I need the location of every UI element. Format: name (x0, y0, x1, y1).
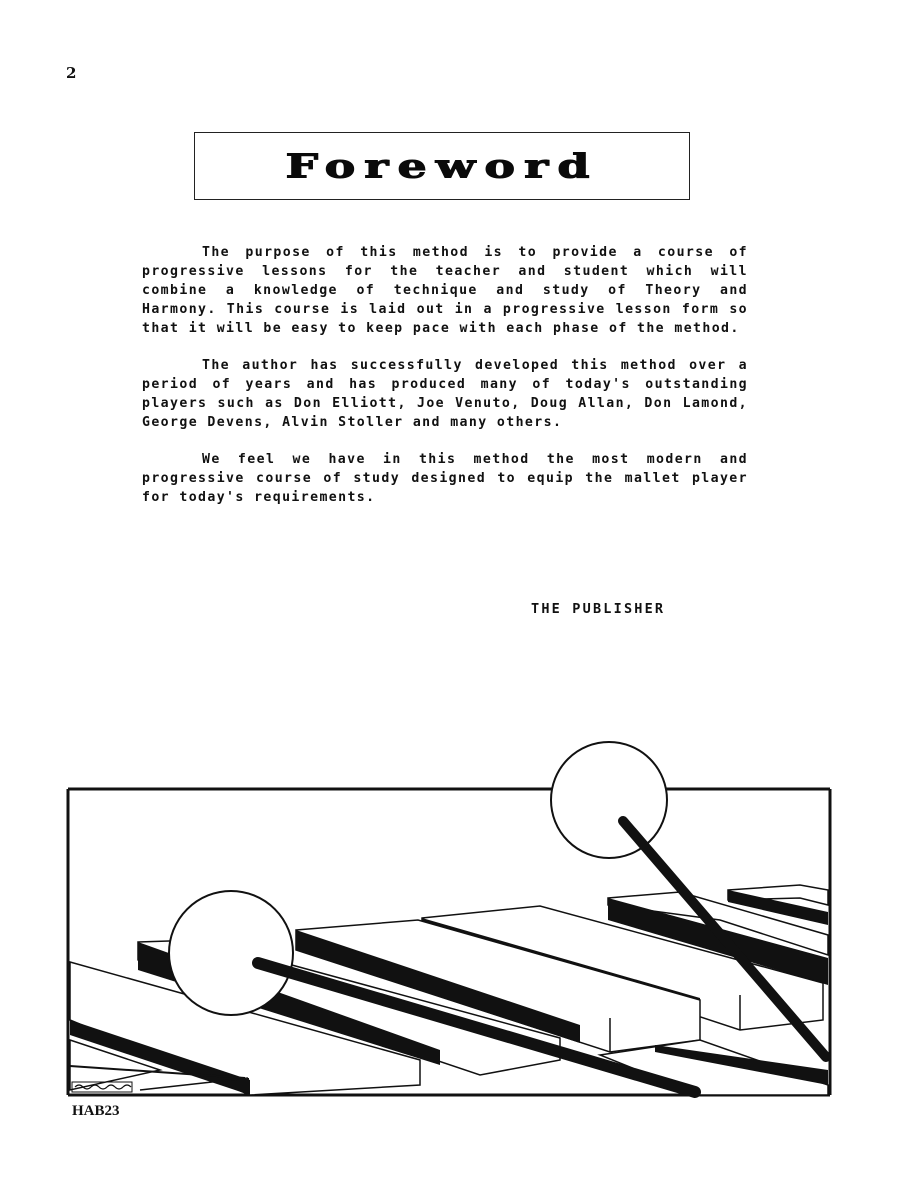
page-number: 2 (66, 64, 77, 82)
page-title: Foreword (285, 146, 599, 186)
publisher-signature: THE PUBLISHER (531, 601, 666, 617)
paragraph: We feel we have in this method the most modern and progressive course of study designed to equip the mallet player for today's requirements. (142, 452, 748, 505)
paragraph: The purpose of this method is to provide a course of progressive lessons for the teacher and student which will combine a knowledge of technique and study of Theory and Harmony. This course is laid out in a progressive lesson form so that it will be easy to keep pace with each phase of the method. (142, 245, 748, 336)
footer-code: HAB23 (72, 1103, 120, 1119)
xylophone-mallet-illustration (0, 700, 900, 1100)
paragraph: The author has successfully developed this method over a period of years and has produced many of today's outstanding players such as Don Elliott, Joe Venuto, Doug Allan, Don Lamond, George Devens, Alvin Stoller and many others. (142, 358, 748, 430)
title-box (194, 132, 690, 200)
foreword-body (142, 243, 748, 525)
